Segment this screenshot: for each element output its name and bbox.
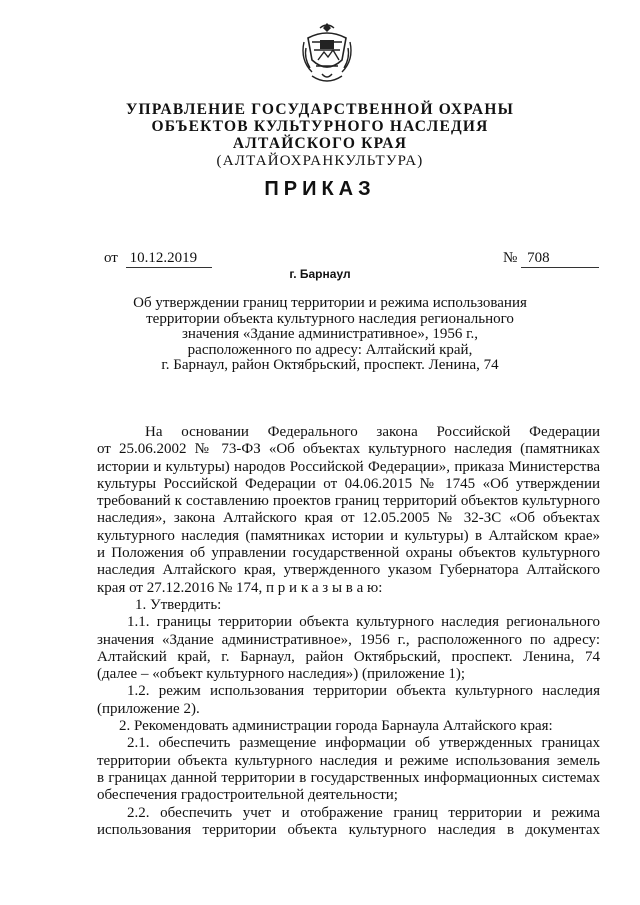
body-line: (приложение 2). [97,700,200,717]
document-type-title: ПРИКАЗ [264,178,376,200]
body-line: края от 27.12.2016 № 174, п р и к а з ы в а ю: [97,579,383,596]
subject-line: расположенного по адресу: Алтайский край, [187,341,473,358]
subject-line: г. Барнаул, район Октябрьский, проспект. Ленина, 74 [161,357,499,373]
body-line: истории и культуры) народов Российской Федерации», приказа Министерства [97,458,600,475]
body-line: На основании Федерального закона Российской Федерации [145,424,600,440]
body-line: использования территории объекта культурного наследия в документах [97,821,600,838]
org-abbreviation: (АЛТАЙОХРАНКУЛЬТУРА) [216,153,424,169]
date-prefix: от [104,250,118,266]
body-line: в границах данной территории в государственных информационных системах [97,769,600,786]
number-prefix: № [503,250,518,266]
org-line: АЛТАЙСКОГО КРАЯ [232,135,408,152]
order-body [97,424,600,839]
body-line: значения «Здание административное», 1956 г., расположенного по адресу: [97,631,600,648]
body-line: наследия Алтайского края, утвержденного указом Губернатора Алтайского [97,562,600,579]
body-line: территории объекта культурного наследия и режиме использования земель [97,752,600,769]
body-line: от 25.06.2002 № 73-ФЗ «Об объектах культурного наследия (памятниках [97,441,600,458]
order-subject [120,296,540,374]
order-number [503,250,599,268]
body-line: 1.1. границы территории объекта культурного наследия регионального [127,614,600,631]
body-line: 2.2. обеспечить учет и отображение границ территории и режима [127,804,600,821]
subject-line: территории объекта культурного наследия регионального [146,310,514,327]
subject-line: Об утверждении границ территории и режима использования [133,295,527,311]
body-line: культурного наследия (памятниках истории и культуры) в Алтайском крае» [97,527,600,544]
body-line: требований к составлению проектов границ территорий объектов культурного [97,493,600,510]
org-line: УПРАВЛЕНИЕ ГОСУДАРСТВЕННОЙ ОХРАНЫ [125,101,514,118]
body-line: 2.1. обеспечить размещение информации об утвержденных границах [127,735,600,752]
order-date [104,250,212,268]
date-value: 10.12.2019 [126,250,212,268]
body-line: 2. Рекомендовать администрации города Барнаула Алтайского края: [119,718,553,735]
city-name: г. Барнаул [289,267,351,281]
org-line: ОБЪЕКТОВ КУЛЬТУРНОГО НАСЛЕДИЯ [151,118,489,135]
body-line: 1. Утвердить: [135,596,222,613]
body-line: обеспечения градостроительной деятельности; [97,787,398,804]
organization-name [0,101,640,170]
body-line: Алтайский край, г. Барнаул, район Октябрьский, проспект. Ленина, 74 [97,648,600,665]
body-line: 1.2. режим использования территории объекта культурного наследия [127,683,600,700]
coat-of-arms-emblem [298,18,356,88]
body-line: и Положения об управлении государственной охраны объектов культурного [97,545,600,562]
number-value: 708 [521,250,599,268]
subject-line: значения «Здание административное», 1956 г., [181,326,479,342]
body-line: (далее – «объект культурного наследия») (приложение 1); [97,666,466,683]
body-line: культуры Российской Федерации от 04.06.2015 № 1745 «Об утверждении [97,475,600,492]
body-line: наследия», закона Алтайского края от 12.05.2005 № 32-ЗС «Об объектах [97,510,600,527]
